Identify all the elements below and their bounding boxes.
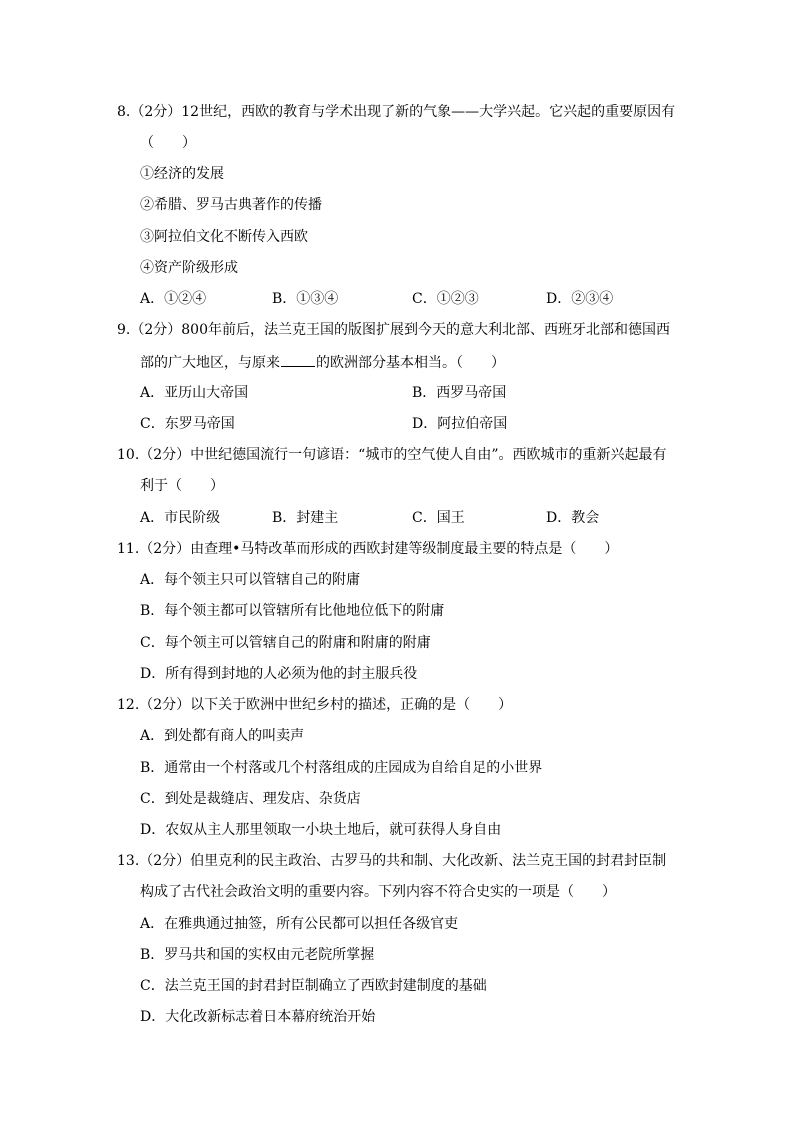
q12-option-a[interactable]: A．到处都有商人的叫卖声 bbox=[140, 728, 305, 744]
q9-option-a[interactable]: A．亚历山大帝国 bbox=[140, 385, 249, 401]
q10-option-c[interactable]: C．国王 bbox=[412, 510, 465, 526]
q11-option-b[interactable]: B．每个领主都可以管辖所有比他地位低下的附庸 bbox=[140, 603, 445, 619]
q9-fill-blank bbox=[281, 352, 315, 367]
q8-item-4: ④资产阶级形成 bbox=[140, 260, 238, 276]
q8-stem-line1: 8.（2分）12世纪，西欧的教育与学术出现了新的气象——大学兴起。它兴起的重要原因有 bbox=[117, 104, 676, 120]
q10-stem-line2: 利于（ ） bbox=[140, 478, 224, 494]
q13-option-d[interactable]: D．大化改新标志着日本幕府统治开始 bbox=[140, 1009, 376, 1025]
q13-option-c[interactable]: C．法兰克王国的封君封臣制确立了西欧封建制度的基础 bbox=[140, 978, 487, 994]
q13-option-b[interactable]: B．罗马共和国的实权由元老院所掌握 bbox=[140, 947, 375, 963]
q9-stem-line2 bbox=[140, 352, 505, 373]
q10-option-b[interactable]: B．封建主 bbox=[272, 510, 339, 526]
q10-stem-line1: 10.（2分）中世纪德国流行一句谚语：“城市的空气使人自由”。西欧城市的重新兴起最有 bbox=[117, 447, 667, 463]
q11-stem: 11.（2分）由查理•马特改革而形成的西欧封建等级制度最主要的特点是（ ） bbox=[117, 541, 619, 557]
q10-option-a[interactable]: A．市民阶级 bbox=[140, 510, 221, 526]
q8-option-b[interactable]: B．①③④ bbox=[272, 291, 339, 307]
q12-option-d[interactable]: D．农奴从主人那里领取一小块土地后，就可获得人身自由 bbox=[140, 822, 502, 838]
q13-option-a[interactable]: A．在雅典通过抽签，所有公民都可以担任各级官吏 bbox=[140, 916, 459, 932]
q8-item-1: ①经济的发展 bbox=[140, 166, 224, 182]
q12-stem: 12.（2分）以下关于欧洲中世纪乡村的描述，正确的是（ ） bbox=[117, 697, 513, 713]
q9-stem-line2-part2: 的欧洲部分基本相当。（ ） bbox=[316, 355, 505, 371]
q8-option-c[interactable]: C．①②③ bbox=[412, 291, 479, 307]
q8-item-2: ②希腊、罗马古典著作的传播 bbox=[140, 197, 322, 213]
q9-option-c[interactable]: C．东罗马帝国 bbox=[140, 416, 235, 432]
q13-stem-line1: 13.（2分）伯里克利的民主政治、古罗马的共和制、大化改新、法兰克王国的封君封臣制 bbox=[117, 853, 667, 869]
q11-option-a[interactable]: A．每个领主只可以管辖自己的附庸 bbox=[140, 572, 361, 588]
q9-stem-line1: 9.（2分）800年前后，法兰克王国的版图扩展到今天的意大利北部、西班牙北部和德国西 bbox=[117, 322, 670, 338]
q12-option-c[interactable]: C．到处是裁缝店、理发店、杂货店 bbox=[140, 791, 361, 807]
q11-option-c[interactable]: C．每个领主可以管辖自己的附庸和附庸的附庸 bbox=[140, 635, 431, 651]
q9-stem-line2-part1: 部的广大地区，与原来 bbox=[140, 355, 280, 371]
q8-item-3: ③阿拉伯文化不断传入西欧 bbox=[140, 229, 308, 245]
q12-option-b[interactable]: B．通常由一个村落或几个村落组成的庄园成为自给自足的小世界 bbox=[140, 760, 543, 776]
q8-stem-line2: （ ） bbox=[140, 135, 196, 151]
q8-option-a[interactable]: A．①②④ bbox=[140, 291, 207, 307]
q11-option-d[interactable]: D．所有得到封地的人必须为他的封主服兵役 bbox=[140, 666, 418, 682]
q8-option-d[interactable]: D．②③④ bbox=[546, 291, 614, 307]
q9-option-b[interactable]: B．西罗马帝国 bbox=[412, 385, 507, 401]
q10-option-d[interactable]: D．教会 bbox=[546, 510, 600, 526]
q13-stem-line2: 构成了古代社会政治文明的重要内容。下列内容不符合史实的一项是（ ） bbox=[140, 884, 616, 900]
q9-option-d[interactable]: D．阿拉伯帝国 bbox=[412, 416, 508, 432]
